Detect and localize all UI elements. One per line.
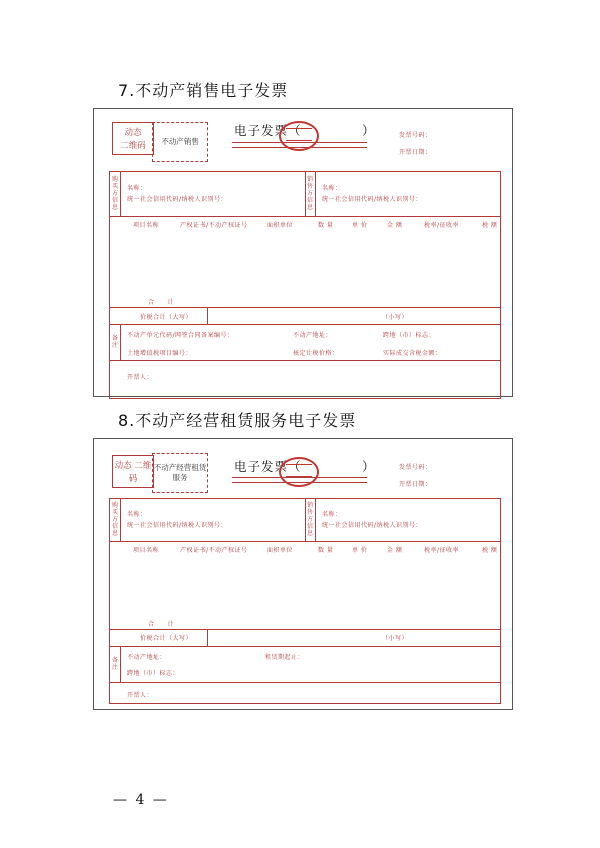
col-tax-amount: 税 额 [482,547,498,554]
remark-cross-region: 跨地（市）标志： [127,670,180,677]
invoice-title-close: ） [362,459,376,474]
section-7-heading: 7.不动产销售电子发票 [118,81,289,100]
seller-tax-id-label: 统一社会信用代码/纳税人识别号： [322,196,423,203]
remark-land-vat-no: 土地增值税项目编号： [127,350,193,357]
invoice-title-text: 电子发票（ [234,459,302,474]
remark-unit-code: 不动产单元代码/网签合同备案编号： [127,332,234,339]
tax-seal-stamp [279,121,319,151]
issue-date-label: 开票日期： [399,149,432,156]
remark-assessed-price: 核定计税价格： [293,350,339,357]
seller-name-label: 名称： [322,185,342,192]
tax-seal-stamp [279,457,319,487]
remark-cross-region: 跨地（市）标志： [383,332,436,339]
buyer-side-label: 购买方信息 [111,176,118,211]
invoice-title-close: ） [362,123,376,138]
buyer-tax-id-label: 统一社会信用代码/纳税人识别号： [127,522,228,529]
remark-address: 不动产地址： [293,332,333,339]
col-amount: 金 额 [387,547,403,554]
lowercase-label: （小写） [382,635,409,642]
invoice-number-label: 发票号码： [399,132,432,139]
col-area-unit: 面积单位 [267,222,294,229]
page-number: — 4 — [113,792,169,808]
dynamic-qr-placeholder: 动态 二维码 [112,455,154,488]
lowercase-label: （小写） [382,314,409,321]
col-quantity: 数 量 [318,547,334,554]
col-tax-amount: 税 额 [482,222,498,229]
invoice-kind-box [152,453,208,493]
issuer-label: 开票人： [127,692,154,699]
buyer-name-label: 名称： [127,185,147,192]
seller-side-label: 销售方信息 [306,502,313,537]
col-unit-price: 单 价 [352,547,368,554]
col-property-cert: 产权证书/不动产权证号 [180,222,248,229]
seller-tax-id-label: 统一社会信用代码/纳税人识别号： [322,522,423,529]
invoice-8-table [109,498,501,704]
invoice-kind-label: 不动产销售 [161,137,199,146]
issuer-label: 开票人： [127,374,154,381]
total-tax-words-label: 价税合计（大写） [140,314,193,321]
invoice-kind-box [152,122,208,162]
remark-lease-period: 租赁期起止： [265,654,305,661]
col-item-name: 项目名称 [133,222,160,229]
section-8-heading: 8.不动产经营租赁服务电子发票 [118,411,357,430]
invoice-title-text: 电子发票（ [234,123,302,138]
col-tax-rate: 税率/征收率 [424,222,460,229]
col-unit-price: 单 价 [352,222,368,229]
col-area-unit: 面积单位 [267,547,294,554]
col-property-cert: 产权证书/不动产权证号 [180,547,248,554]
col-item-name: 项目名称 [133,547,160,554]
col-amount: 金 额 [387,222,403,229]
issue-date-label: 开票日期： [399,481,432,488]
buyer-tax-id-label: 统一社会信用代码/纳税人识别号： [127,196,228,203]
total-label: 合 计 [148,299,175,306]
buyer-name-label: 名称： [127,511,147,518]
total-label: 合 计 [148,621,175,628]
buyer-side-label: 购买方信息 [111,502,118,537]
total-tax-words-label: 价税合计（大写） [140,635,193,642]
invoice-7-table [109,171,501,399]
col-quantity: 数 量 [318,222,334,229]
invoice-7-frame [93,108,513,397]
seller-name-label: 名称： [322,511,342,518]
remark-address: 不动产地址： [127,654,167,661]
remark-side-label: 备注 [111,657,118,671]
col-tax-rate: 税率/征收率 [424,547,460,554]
invoice-8-frame [93,438,513,710]
invoice-kind-label: 不动产经营租赁 服务 [153,463,207,482]
remark-side-label: 备注 [111,335,118,349]
seller-side-label: 销售方信息 [306,176,313,211]
dynamic-qr-placeholder: 动态 二维码 [112,122,154,155]
remark-actual-amount: 实际成交含税金额： [383,350,442,357]
invoice-number-label: 发票号码： [399,464,432,471]
